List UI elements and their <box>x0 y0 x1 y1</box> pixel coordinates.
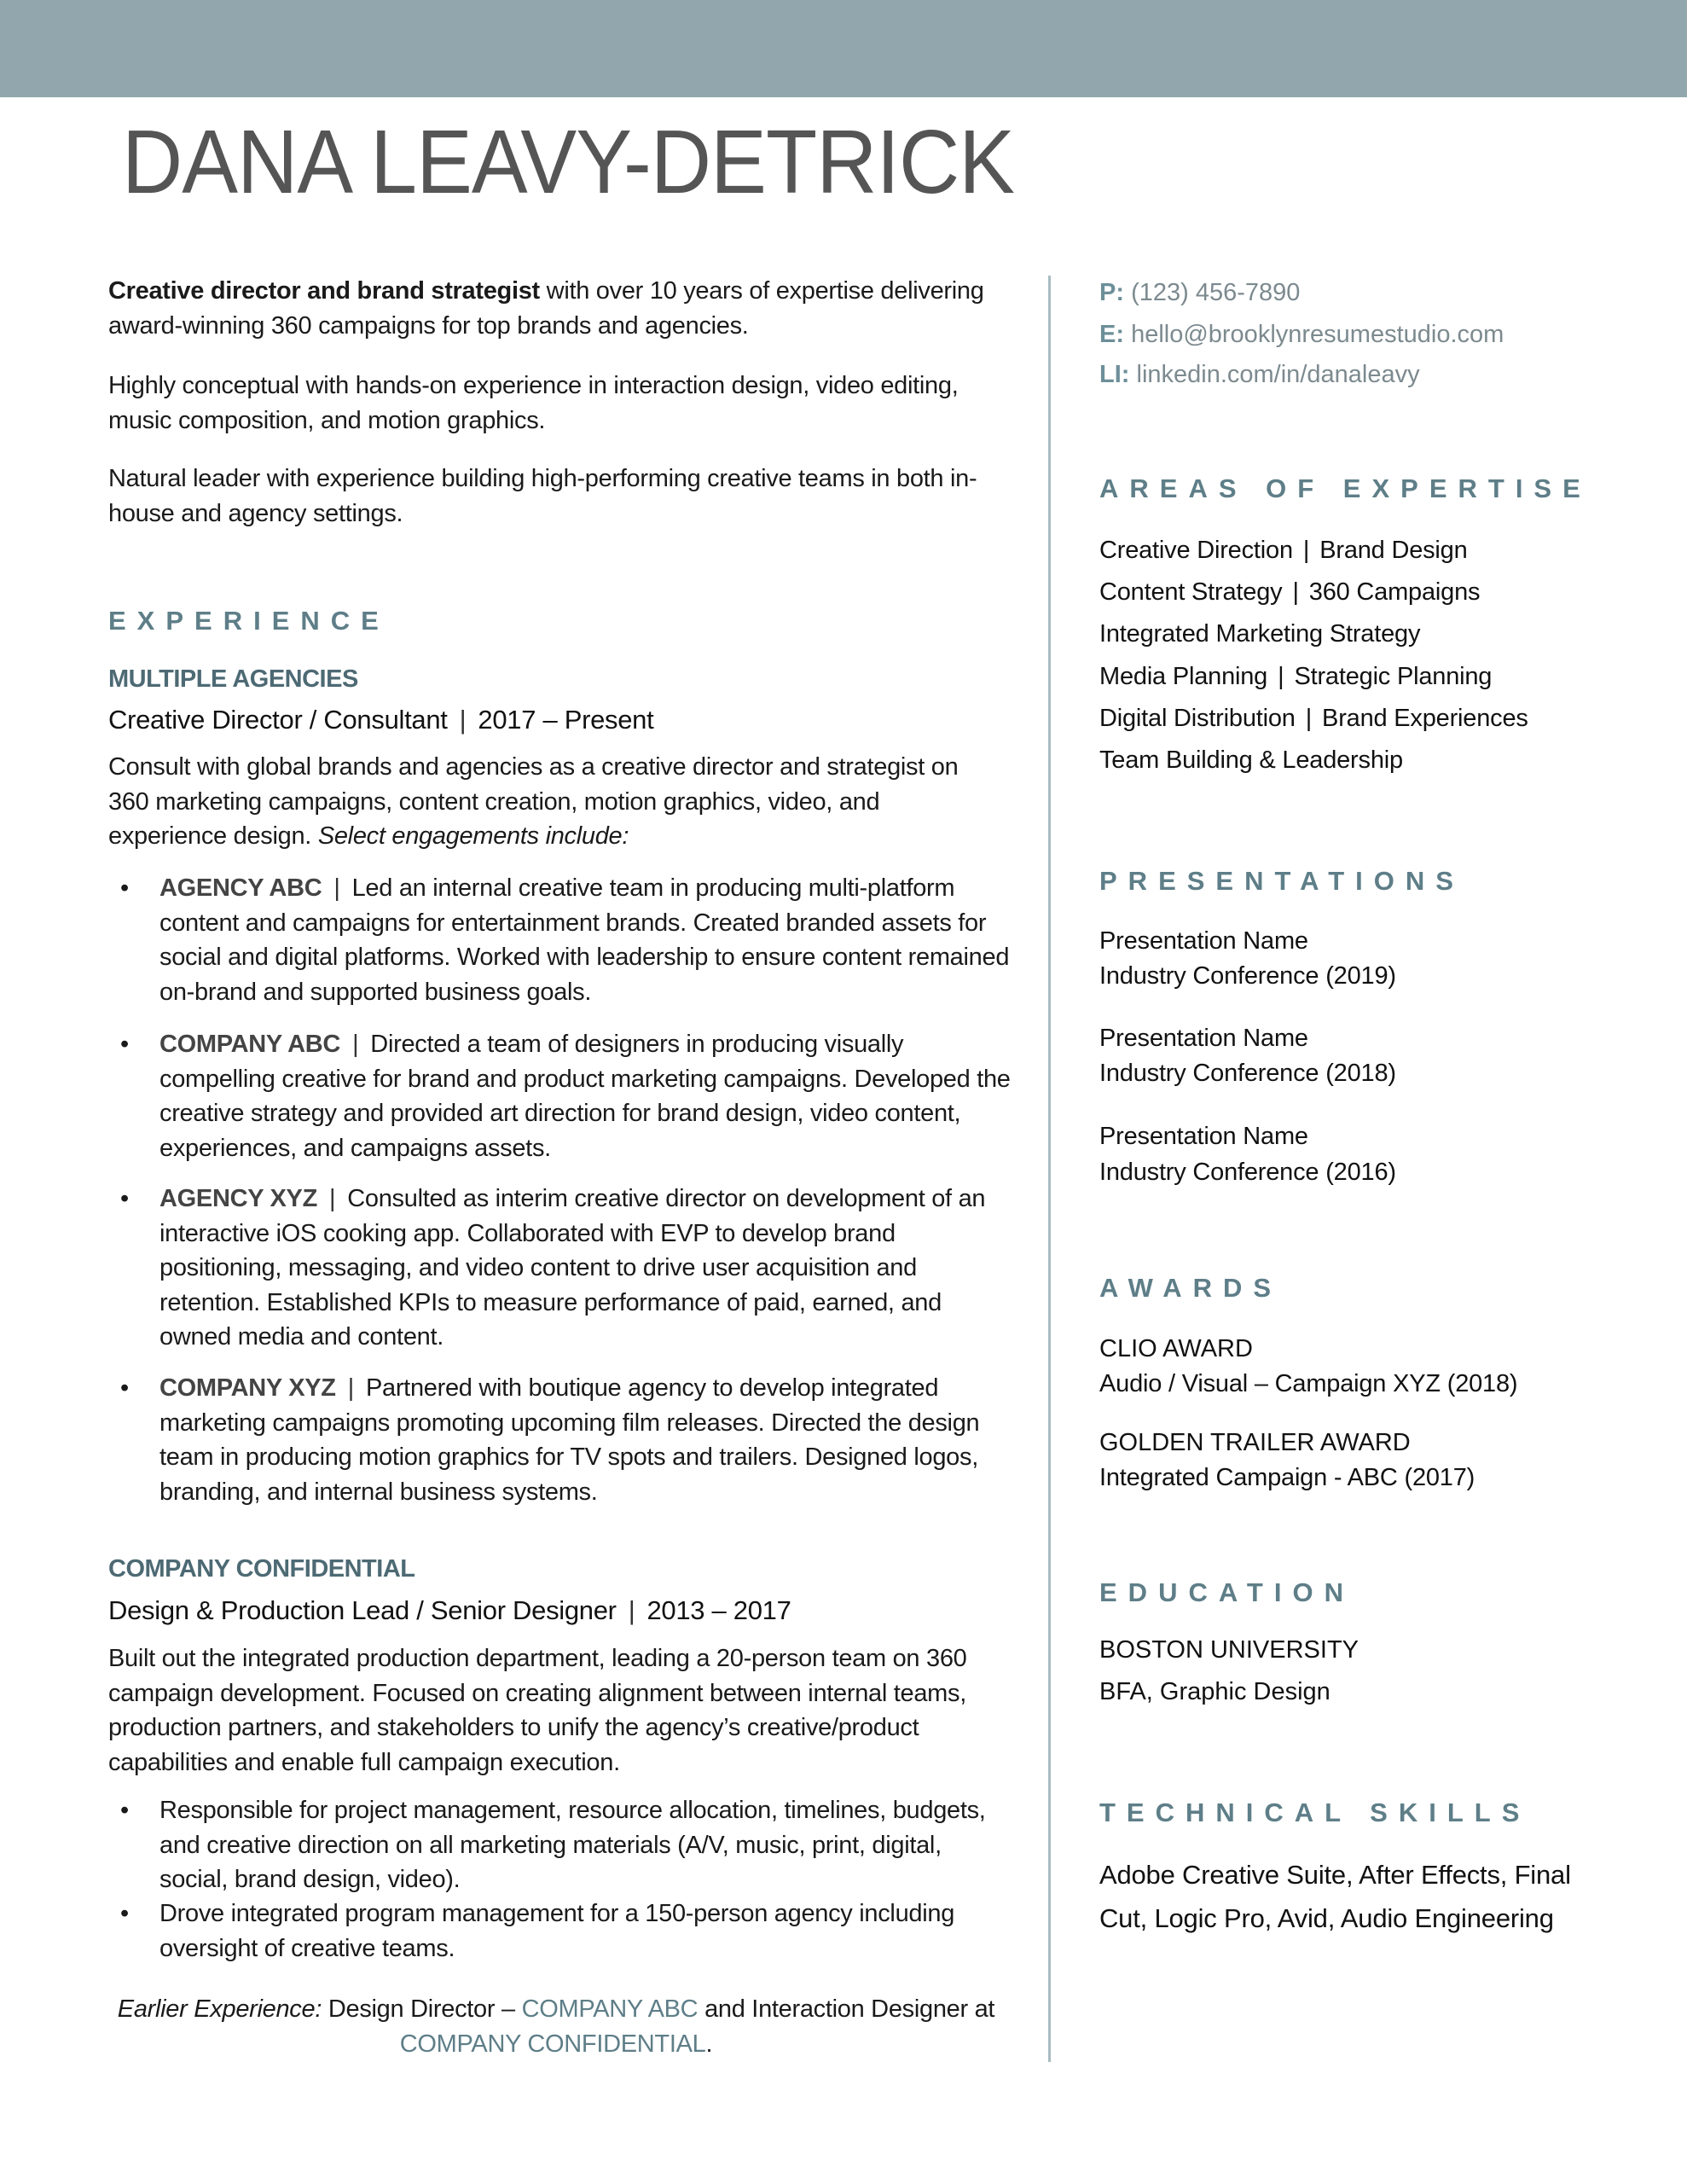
expertise-row <box>1099 617 1420 651</box>
summary-paragraph-3: Natural leader with experience building high-performing creative teams in both in-house and agency settings. <box>108 465 977 527</box>
job-dates: 2017 – Present <box>478 705 654 735</box>
expertise-heading: AREAS OF EXPERTISE <box>1099 473 1591 503</box>
separator: | <box>1292 578 1299 606</box>
expertise-row <box>1099 701 1528 735</box>
contact-phone <box>1099 276 1300 310</box>
expertise-item: Integrated Marketing Strategy <box>1099 620 1421 648</box>
earlier-text: . <box>705 2030 713 2058</box>
presentations-heading: PRESENTATIONS <box>1099 866 1464 896</box>
expertise-item: Creative Direction <box>1099 537 1293 564</box>
job-description: Built out the integrated production department, leading a 20-person team on 360 campaign development. Focused on creating alignment between internal teams, production partners, and stakeholders to unify the agency’s creative/product capabilities and enable full campaign execution. <box>108 1645 967 1776</box>
header-band <box>0 0 1687 97</box>
award-name: GOLDEN TRAILER AWARD <box>1099 1429 1411 1456</box>
separator: | <box>333 874 340 902</box>
separator: | <box>459 705 467 735</box>
summary-paragraph-2: Highly conceptual with hands-on experience in interaction design, video editing, music composition, and motion graphics. <box>108 372 959 434</box>
job-role: Creative Director / Consultant <box>108 705 448 735</box>
bullet-icon: • <box>120 874 129 902</box>
experience-heading: EXPERIENCE <box>108 606 390 636</box>
list-item <box>108 1793 1012 1897</box>
expertise-row <box>1099 575 1480 609</box>
expertise-row <box>1099 743 1403 777</box>
engagement-company: COMPANY XYZ <box>159 1374 336 1402</box>
award-detail: Integrated Campaign - ABC (2017) <box>1099 1464 1475 1491</box>
expertise-item: Content Strategy <box>1099 578 1283 606</box>
engagement-company: AGENCY ABC <box>159 874 322 902</box>
list-item <box>108 1896 1012 1966</box>
contact-email <box>1099 317 1504 351</box>
job-title <box>108 1594 791 1628</box>
school-name: BOSTON UNIVERSITY <box>1099 1636 1359 1664</box>
earlier-text: Design Director – <box>322 1995 522 2023</box>
contact-linkedin <box>1099 357 1420 392</box>
expertise-item: Brand Design <box>1319 537 1468 564</box>
skills-text: Adobe Creative Suite, After Effects, Final Cut, Logic Pro, Avid, Audio Engineering <box>1099 1860 1571 1933</box>
job-title <box>108 703 653 737</box>
list-item <box>108 1027 1012 1165</box>
linkedin-label: LI: <box>1099 361 1130 388</box>
summary-headline: Creative director and brand strategist <box>108 277 540 305</box>
phone-value[interactable]: (123) 456-7890 <box>1131 279 1301 306</box>
degree: BFA, Graphic Design <box>1099 1678 1330 1705</box>
expertise-item: Strategic Planning <box>1294 663 1493 690</box>
list-item <box>108 1182 1012 1355</box>
bullet-icon: • <box>120 1031 129 1058</box>
skills-heading: TECHNICAL SKILLS <box>1099 1798 1531 1827</box>
presentation-venue: Industry Conference (2018) <box>1099 1060 1396 1087</box>
job-dates: 2013 – 2017 <box>646 1595 791 1625</box>
separator: | <box>1302 537 1310 564</box>
summary-paragraph-1 <box>108 274 1004 343</box>
expertise-item: Digital Distribution <box>1099 705 1296 732</box>
bullet-icon: • <box>120 1374 129 1402</box>
engagement-company: COMPANY ABC <box>159 1031 341 1058</box>
expertise-item: Team Building & Leadership <box>1099 746 1403 774</box>
bullet-icon: • <box>120 1185 129 1212</box>
separator: | <box>347 1374 354 1402</box>
presentation-venue: Industry Conference (2019) <box>1099 962 1396 990</box>
expertise-item: Media Planning <box>1099 663 1268 690</box>
linkedin-link[interactable]: linkedin.com/in/danaleavy <box>1136 361 1420 388</box>
phone-label: P: <box>1099 279 1124 306</box>
job-description <box>108 750 1004 854</box>
bullet-text: Drove integrated program management for a 150-person agency including oversight of creative teams. <box>159 1900 955 1962</box>
presentation-name: Presentation Name <box>1099 1123 1308 1150</box>
expertise-row <box>1099 533 1468 567</box>
engagement-text: Directed a team of designers in producing visually compelling creative for brand and product marketing campaigns. Developed the creative strategy and provided art direction for brand design, video content, experiences, and campaigns assets. <box>159 1031 1011 1162</box>
employer-name: MULTIPLE AGENCIES <box>108 665 358 693</box>
list-item <box>108 871 1012 1009</box>
separator: | <box>1305 705 1313 732</box>
job-description-text: Consult with global brands and agencies as a creative director and strategist on 360 marketing campaigns, content creation, motion graphics, video, and experience design. <box>108 753 959 850</box>
expertise-item: 360 Campaigns <box>1308 578 1481 606</box>
email-label: E: <box>1099 321 1124 348</box>
engagement-company: AGENCY XYZ <box>159 1185 318 1212</box>
job-description-italic: Select engagements include: <box>317 822 629 850</box>
presentation-name: Presentation Name <box>1099 927 1308 955</box>
engagement-text: Consulted as interim creative director on development of an interactive iOS cooking app. Collaborated with EVP to develop brand positioning, messaging, and video content to drive user acquisition and retention. Established KPIs to measure performance of paid, earned, and owned media and content. <box>159 1185 986 1350</box>
summary-text: with over 10 years of expertise delivering award-winning 360 campaigns for top brands and agencies. <box>108 277 984 340</box>
engagement-text: Led an internal creative team in producing multi-platform content and campaigns for entertainment brands. Created branded assets for social and digital platforms. Worked with leadership to ensure content remained on-brand and supported business goals. <box>159 874 1010 1006</box>
expertise-row <box>1099 659 1492 694</box>
award-name: CLIO AWARD <box>1099 1335 1253 1362</box>
bullet-text: Responsible for project management, resource allocation, timelines, budgets, and creative direction on all marketing materials (A/V, music, print, digital, social, brand design, video). <box>159 1797 986 1893</box>
earlier-experience <box>108 1992 1004 2061</box>
bullet-icon: • <box>120 1900 129 1927</box>
expertise-item: Brand Experiences <box>1322 705 1528 732</box>
employer-name: COMPANY CONFIDENTIAL <box>108 1555 415 1583</box>
earlier-company: COMPANY CONFIDENTIAL <box>399 2030 706 2058</box>
award-detail: Audio / Visual – Campaign XYZ (2018) <box>1099 1370 1518 1397</box>
earlier-experience-label: Earlier Experience: <box>117 1995 322 2023</box>
separator: | <box>1278 663 1284 690</box>
separator: | <box>628 1595 635 1625</box>
separator: | <box>352 1031 359 1058</box>
separator: | <box>329 1185 336 1212</box>
presentation-venue: Industry Conference (2016) <box>1099 1159 1396 1186</box>
column-divider <box>1048 276 1051 2062</box>
bullet-icon: • <box>120 1797 129 1824</box>
email-link[interactable]: hello@brooklynresumestudio.com <box>1131 321 1504 348</box>
candidate-name: DANA LEAVY-DETRICK <box>122 112 1015 212</box>
engagement-text: Partnered with boutique agency to develop integrated marketing campaigns promoting upcoming film releases. Directed the design team in producing motion graphics for TV spots and trailers. Designed logos, branding, and internal business systems. <box>159 1374 980 1506</box>
earlier-company: COMPANY ABC <box>521 1995 699 2023</box>
earlier-text: and Interaction Designer at <box>698 1995 995 2023</box>
education-heading: EDUCATION <box>1099 1577 1354 1607</box>
job-role: Design & Production Lead / Senior Designer <box>108 1595 617 1625</box>
presentation-name: Presentation Name <box>1099 1025 1308 1052</box>
list-item <box>108 1371 1012 1509</box>
awards-heading: AWARDS <box>1099 1273 1283 1303</box>
